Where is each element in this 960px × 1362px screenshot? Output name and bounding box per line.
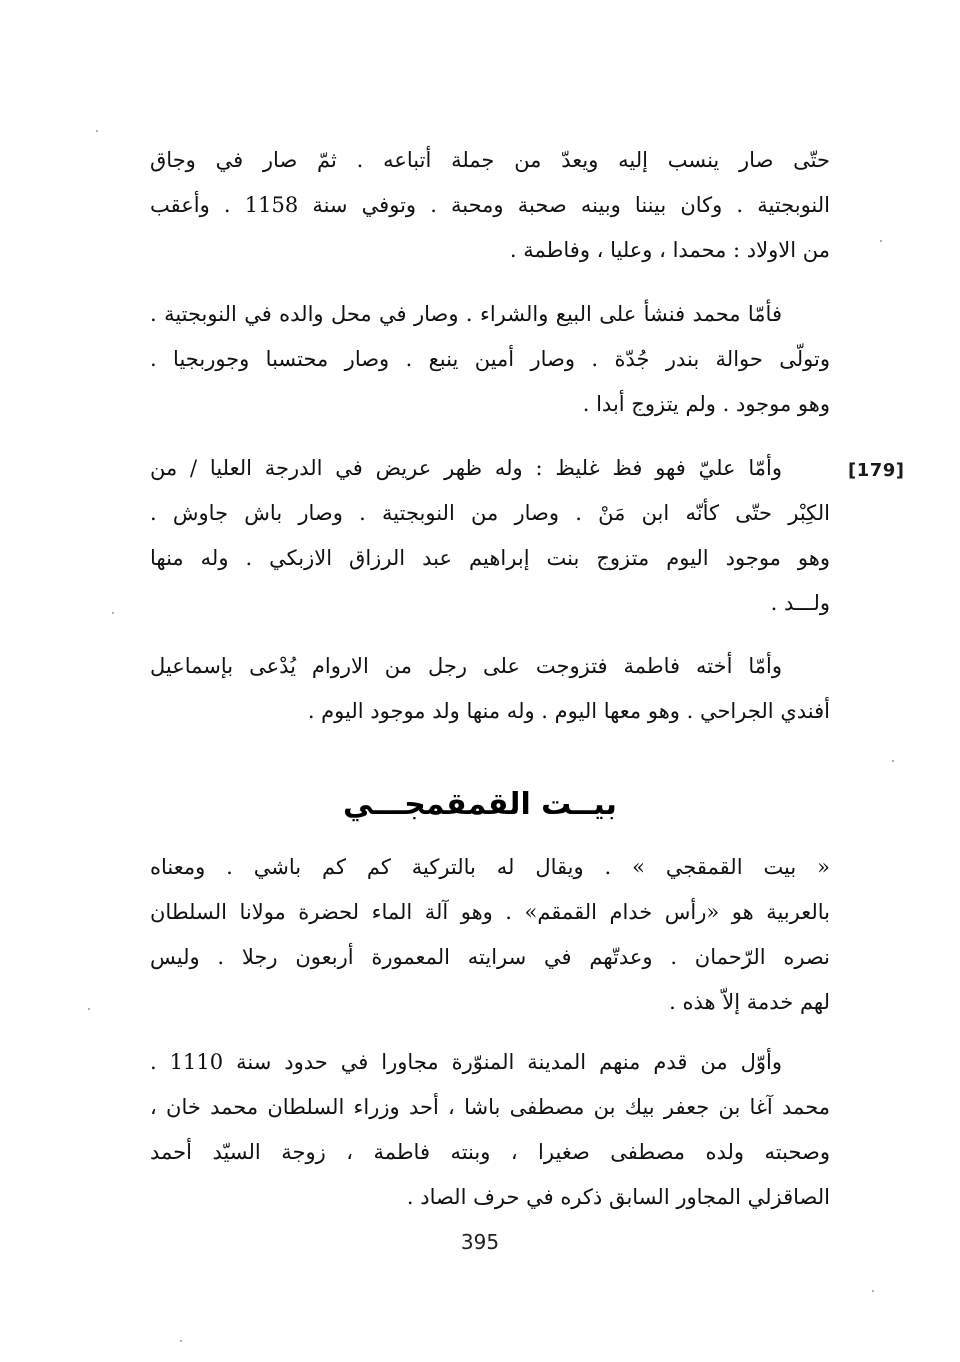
text-line: النوبجتية . وكان بيننا وبينه صحبة ومحبة . وتوفي سنة 1158 . وأعقب bbox=[150, 193, 831, 217]
text-line: الصاقزلي المجاور السابق ذكره في حرف الصاد . bbox=[406, 1185, 830, 1209]
text-line: الكِبْر حتّى كأنّه ابن مَنْ . وصار من النوبجتية . وصار باش جاوش . bbox=[150, 501, 830, 525]
paragraph-2 bbox=[150, 292, 830, 427]
text-line: ولـــد . bbox=[770, 591, 830, 615]
text-line: نصره الرّحمان . وعدتّهم في سرايته المعمورة أربعون رجلا . وليس bbox=[150, 945, 830, 969]
section-heading: بيــت القمقمجـــي bbox=[343, 787, 617, 822]
paragraph-4 bbox=[150, 644, 830, 734]
text-line: بالعربية هو «رأس خدام القمقم» . وهو آلة الماء لحضرة مولانا السلطان bbox=[150, 900, 830, 924]
margin-page-marker: [179] bbox=[848, 460, 905, 481]
paragraph-6 bbox=[150, 1040, 830, 1220]
text-line: « بيت القمقجي » . ويقال له بالتركية كم كم باشي . ومعناه bbox=[150, 855, 830, 879]
scan-speck bbox=[892, 760, 894, 762]
page-number: 395 bbox=[460, 1230, 500, 1254]
scan-speck bbox=[88, 1008, 90, 1010]
text-line: وتولّى حوالة بندر جُدّة . وصار أمين ينبع . وصار محتسبا وجوربجيا . bbox=[150, 347, 830, 371]
scan-speck bbox=[880, 240, 882, 242]
text-line: وهو موجود . ولم يتزوج أبدا . bbox=[582, 392, 830, 416]
text-line: حتّى صار ينسب إليه ويعدّ من جملة أتباعه . ثمّ صار في وجاق bbox=[150, 148, 830, 172]
paragraph-5 bbox=[150, 845, 830, 1025]
text-line: من الاولاد : محمدا ، وعليا ، وفاطمة . bbox=[509, 238, 830, 262]
scan-speck bbox=[180, 1340, 182, 1342]
text-line: أفندي الجراحي . وهو معها اليوم . وله منها ولد موجود اليوم . bbox=[307, 699, 830, 723]
paragraph-3 bbox=[150, 446, 830, 626]
text-line: محمد آغا بن جعفر بيك بن مصطفى باشا ، أحد وزراء السلطان محمد خان ، bbox=[150, 1095, 830, 1119]
text-line: لهم خدمة إلاّ هذه . bbox=[669, 990, 830, 1014]
text-line: فأمّا محمد فنشأ على البيع والشراء . وصار في محل والده في النوبجتية . bbox=[150, 302, 782, 326]
text-line: وأوّل من قدم منهم المدينة المنوّرة مجاورا في حدود سنة 1110 . bbox=[150, 1050, 782, 1074]
scan-speck bbox=[872, 1290, 874, 1292]
text-line: وهو موجود اليوم متزوج بنت إبراهيم عبد الرزاق الازبكي . وله منها bbox=[150, 546, 830, 570]
scan-speck bbox=[112, 612, 114, 614]
text-line: وصحبته ولده مصطفى صغيرا ، وبنته فاطمة ، زوجة السيّد أحمد bbox=[150, 1140, 830, 1164]
paragraph-1 bbox=[150, 138, 830, 273]
text-line: وأمّا أخته فاطمة فتزوجت على رجل من الاروام يُدْعى بإسماعيل bbox=[150, 654, 782, 678]
text-line: وأمّا عليّ فهو فظ غليظ : وله ظهر عريض في الدرجة العليا / من bbox=[150, 456, 782, 480]
scan-speck bbox=[96, 130, 98, 132]
